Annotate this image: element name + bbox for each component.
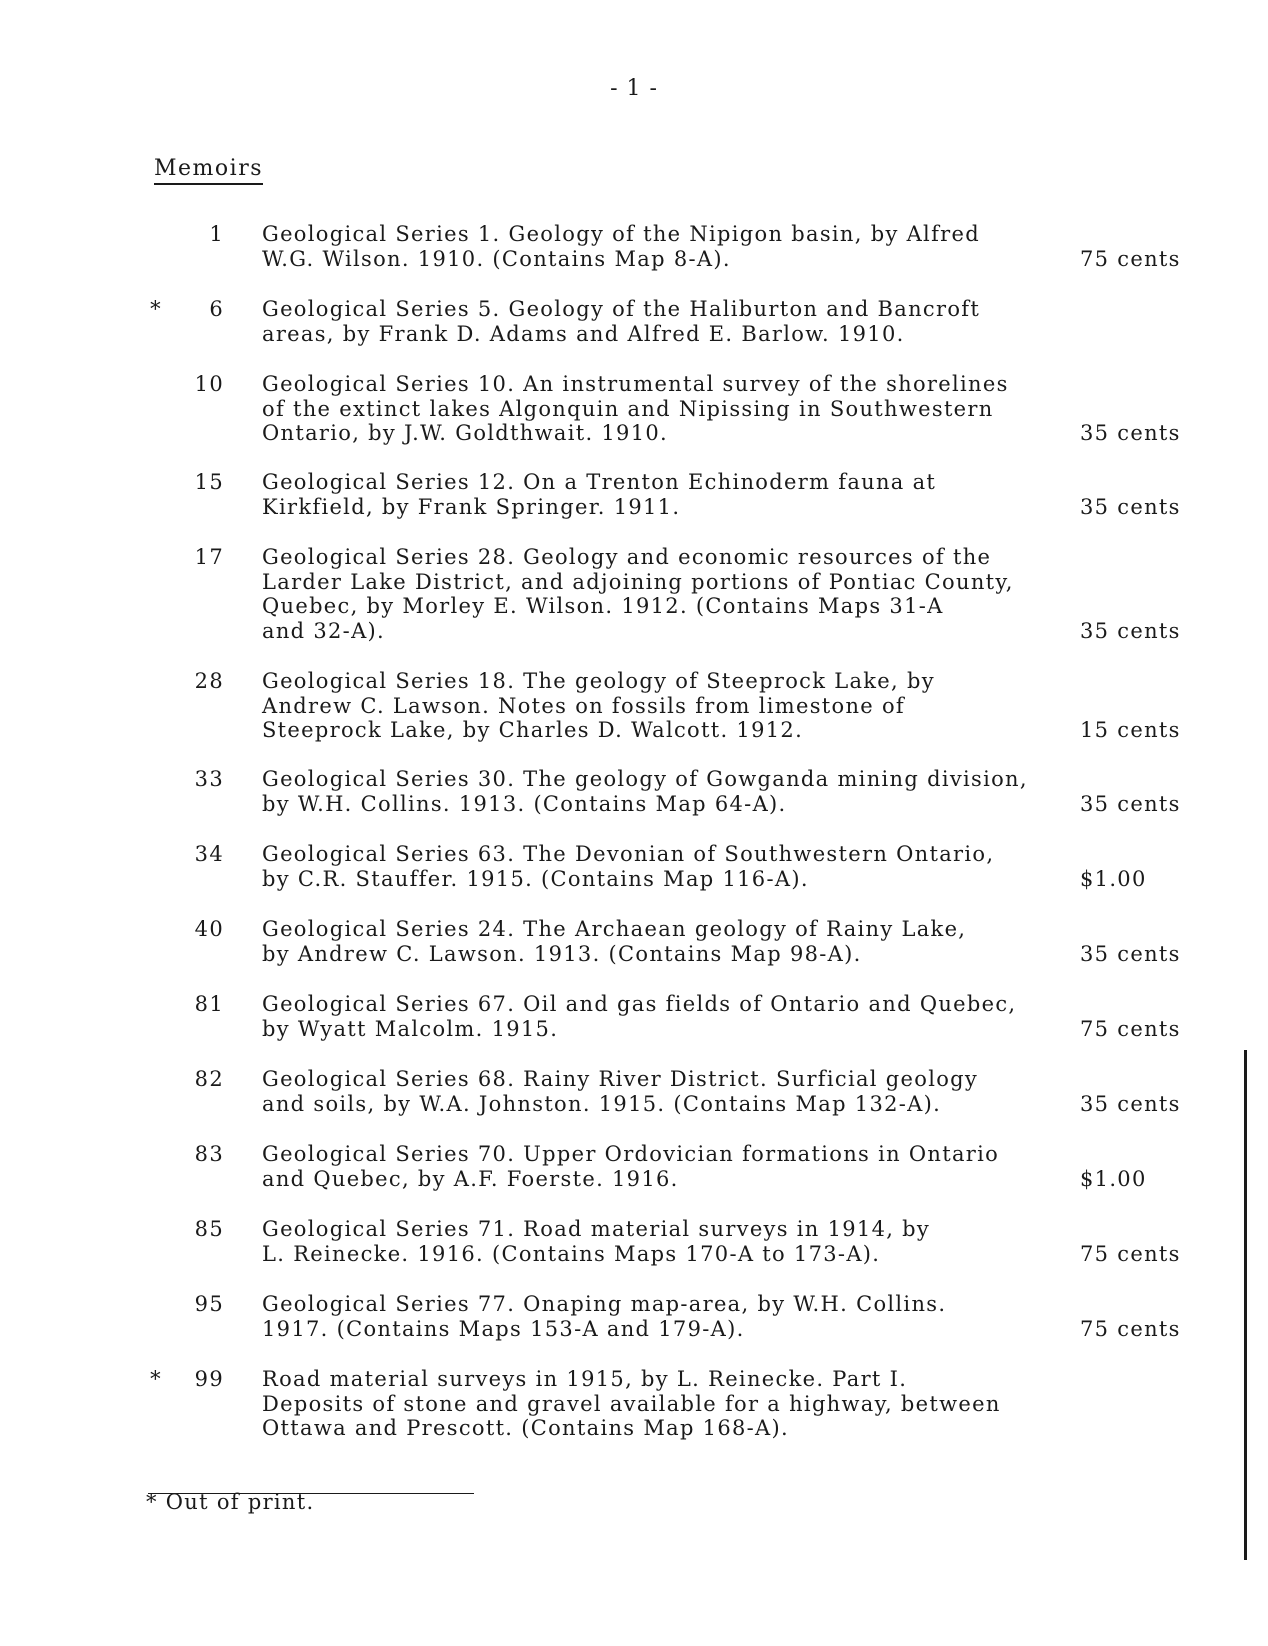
description-line: Kirkfield, by Frank Springer. 1911. [262, 494, 681, 519]
memoir-description [262, 842, 1082, 891]
memoir-entry [0, 669, 1268, 767]
memoir-entry [0, 222, 1268, 297]
memoir-entry [0, 767, 1268, 842]
memoir-description [262, 1217, 1082, 1266]
memoir-price: 35 cents [1080, 618, 1181, 643]
memoir-number: 33 [194, 767, 224, 791]
memoir-number: 15 [194, 470, 224, 494]
description-line: Geological Series 12. On a Trenton Echinoderm fauna at [262, 470, 937, 494]
memoir-entry [0, 372, 1268, 470]
memoir-description [262, 1067, 1082, 1116]
memoir-entry [0, 297, 1268, 372]
memoir-description [262, 917, 1082, 966]
memoir-entry [0, 1217, 1268, 1292]
page-number: - 1 - [610, 76, 658, 101]
memoir-entry [0, 1367, 1268, 1465]
description-line: Ottawa and Prescott. (Contains Map 168-A). [262, 1416, 789, 1440]
memoir-number: 81 [194, 992, 224, 1016]
memoir-description [262, 1367, 1082, 1441]
description-line: Larder Lake District, and adjoining portions of Pontiac County, [262, 569, 1014, 594]
memoir-number: 95 [194, 1292, 224, 1316]
memoir-number: 1 [209, 222, 224, 246]
memoir-description [262, 470, 1082, 519]
description-line: Geological Series 77. Onaping map-area, by W.H. Collins. [262, 1292, 947, 1316]
memoir-description [262, 1292, 1082, 1341]
description-line: Steeprock Lake, by Charles D. Walcott. 1912. [262, 718, 804, 742]
memoir-number: 40 [194, 917, 224, 941]
memoir-description [262, 767, 1082, 816]
memoir-entry [0, 470, 1268, 545]
memoir-entry [0, 992, 1268, 1067]
memoir-number: 34 [194, 842, 224, 866]
memoir-number: 6 [209, 297, 224, 321]
description-line: L. Reinecke. 1916. (Contains Maps 170-A to 173-A). [262, 1241, 881, 1266]
memoir-number: 85 [194, 1217, 224, 1241]
memoir-entry [0, 1067, 1268, 1142]
memoir-price: 35 cents [1080, 421, 1181, 445]
description-line: by Andrew C. Lawson. 1913. (Contains Map 98-A). [262, 941, 862, 966]
out-of-print-marker: * [150, 1367, 162, 1391]
description-line: Geological Series 68. Rainy River District. Surficial geology [262, 1067, 979, 1091]
description-line: and soils, by W.A. Johnston. 1915. (Contains Map 132-A). [262, 1091, 942, 1116]
memoir-number: 28 [194, 669, 224, 693]
memoir-description [262, 992, 1082, 1041]
margin-bar [1244, 1050, 1247, 1560]
memoir-price: 35 cents [1080, 494, 1181, 519]
description-line: Geological Series 67. Oil and gas fields of Ontario and Quebec, [262, 992, 1017, 1016]
out-of-print-marker: * [150, 297, 162, 321]
description-line: Geological Series 10. An instrumental survey of the shorelines [262, 372, 1009, 396]
memoir-entry [0, 917, 1268, 992]
footnote: * Out of print. [146, 1490, 315, 1514]
memoir-price: 75 cents [1080, 1316, 1181, 1341]
description-line: Deposits of stone and gravel available for a highway, between [262, 1391, 1001, 1416]
memoir-price: 35 cents [1080, 1091, 1181, 1116]
memoir-description [262, 545, 1082, 643]
description-line: Ontario, by J.W. Goldthwait. 1910. [262, 421, 669, 445]
memoir-number: 99 [194, 1367, 224, 1391]
memoir-entry [0, 545, 1268, 669]
description-line: Geological Series 71. Road material surveys in 1914, by [262, 1217, 931, 1241]
memoir-price: 75 cents [1080, 1016, 1181, 1041]
description-line: W.G. Wilson. 1910. (Contains Map 8-A). [262, 246, 731, 271]
description-line: Andrew C. Lawson. Notes on fossils from limestone of [262, 693, 906, 718]
memoir-entry [0, 1292, 1268, 1367]
description-line: Geological Series 5. Geology of the Haliburton and Bancroft [262, 297, 981, 321]
description-line: areas, by Frank D. Adams and Alfred E. Barlow. 1910. [262, 321, 905, 346]
description-line: Geological Series 1. Geology of the Nipigon basin, by Alfred [262, 222, 980, 246]
memoir-price: 35 cents [1080, 791, 1181, 816]
description-line: Geological Series 24. The Archaean geology of Rainy Lake, [262, 917, 967, 941]
memoir-description [262, 222, 1082, 271]
description-line: and 32-A). [262, 618, 386, 643]
memoir-entry [0, 1142, 1268, 1217]
memoir-price: 75 cents [1080, 246, 1181, 271]
memoir-price: $1.00 [1080, 866, 1147, 891]
description-line: by C.R. Stauffer. 1915. (Contains Map 116-A). [262, 866, 809, 891]
memoir-price: 75 cents [1080, 1241, 1181, 1266]
description-line: of the extinct lakes Algonquin and Nipissing in Southwestern [262, 396, 994, 421]
description-line: by Wyatt Malcolm. 1915. [262, 1016, 559, 1041]
memoir-number: 10 [194, 372, 224, 396]
memoir-description [262, 297, 1082, 346]
memoir-list [0, 222, 1268, 1465]
memoir-description [262, 669, 1082, 743]
description-line: Geological Series 70. Upper Ordovician formations in Ontario [262, 1142, 1000, 1166]
memoir-price: 35 cents [1080, 941, 1181, 966]
description-line: Geological Series 18. The geology of Steeprock Lake, by [262, 669, 935, 693]
memoir-description [262, 372, 1082, 446]
description-line: and Quebec, by A.F. Foerste. 1916. [262, 1166, 679, 1191]
memoir-number: 82 [194, 1067, 224, 1091]
description-line: Quebec, by Morley E. Wilson. 1912. (Contains Maps 31-A [262, 594, 944, 618]
description-line: Geological Series 30. The geology of Gowganda mining division, [262, 767, 1028, 791]
section-title: Memoirs [154, 156, 263, 185]
description-line: by W.H. Collins. 1913. (Contains Map 64-A). [262, 791, 787, 816]
memoir-price: $1.00 [1080, 1166, 1147, 1191]
description-line: Road material surveys in 1915, by L. Reinecke. Part I. [262, 1367, 908, 1391]
description-line: Geological Series 63. The Devonian of Southwestern Ontario, [262, 842, 995, 866]
description-line: 1917. (Contains Maps 153-A and 179-A). [262, 1316, 745, 1341]
memoir-entry [0, 842, 1268, 917]
memoir-price: 15 cents [1080, 718, 1181, 742]
description-line: Geological Series 28. Geology and economic resources of the [262, 545, 992, 569]
memoir-number: 83 [194, 1142, 224, 1166]
memoir-number: 17 [194, 545, 224, 569]
memoir-description [262, 1142, 1082, 1191]
